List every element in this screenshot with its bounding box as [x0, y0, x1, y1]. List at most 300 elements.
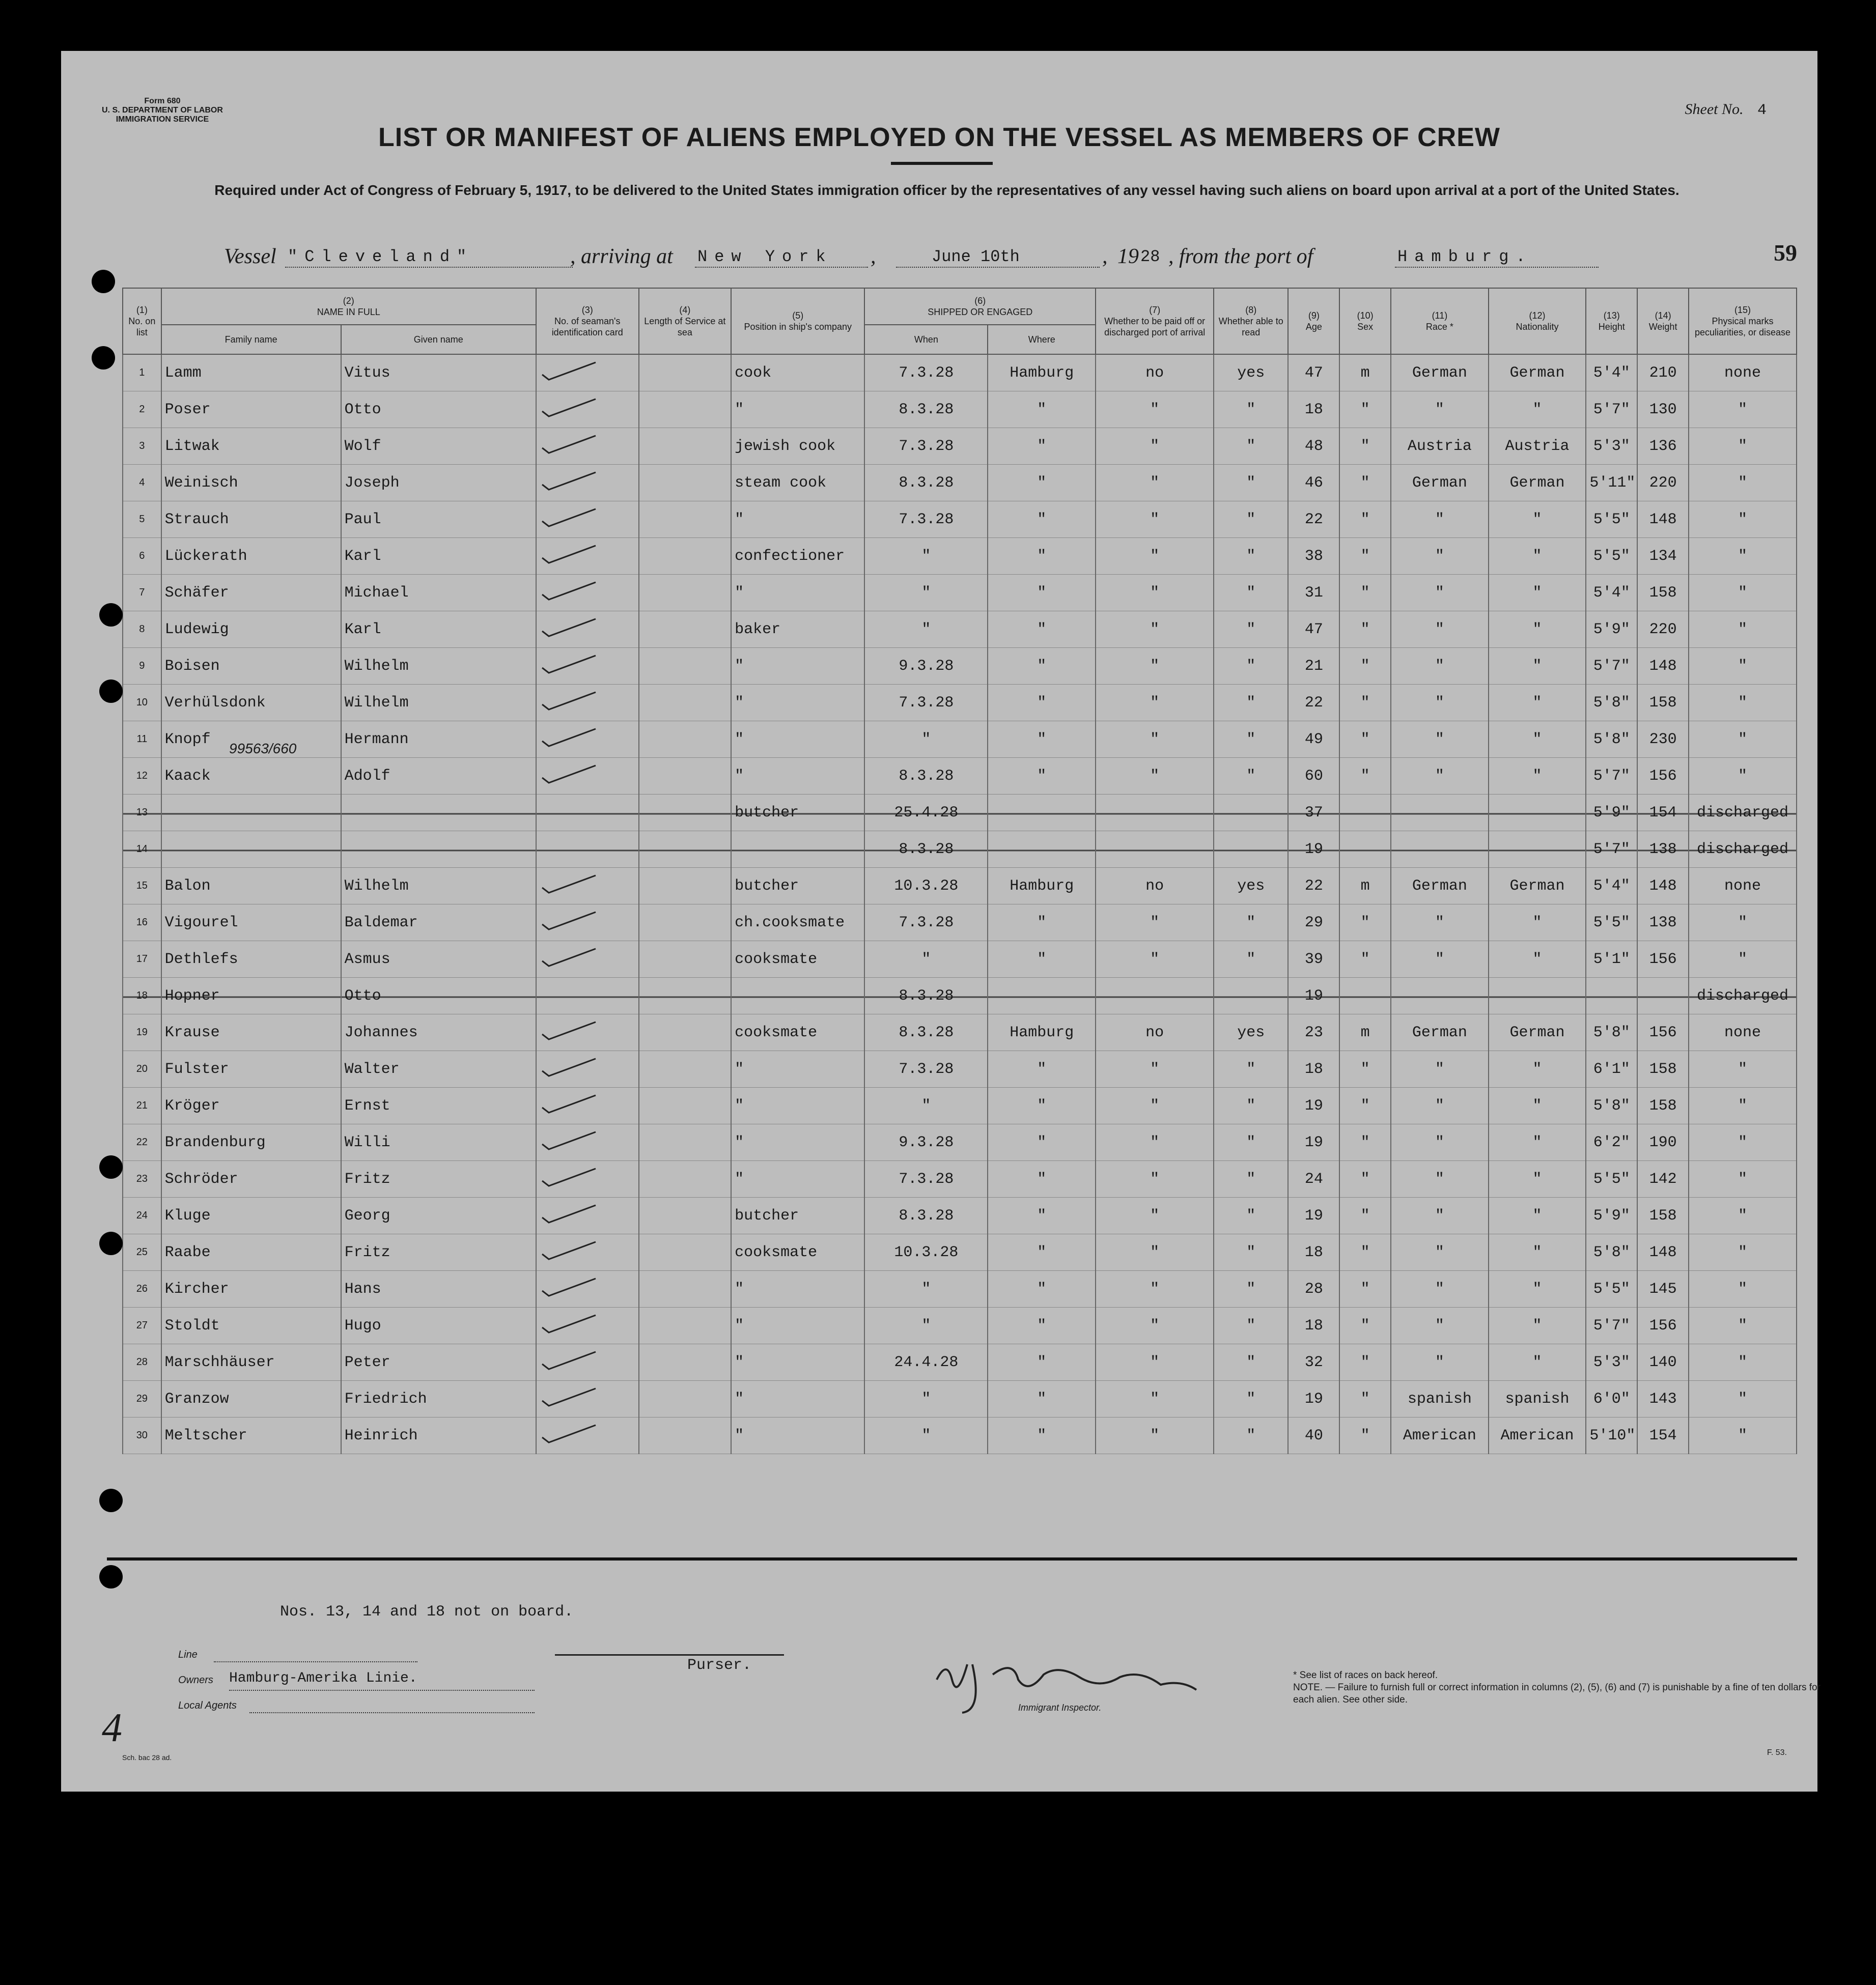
- cell-given: Joseph: [341, 465, 536, 501]
- cell-age: 18: [1288, 1234, 1339, 1271]
- cell-age: 19: [1288, 978, 1339, 1014]
- table-row: [123, 758, 1797, 795]
- cell-nationality: ": [1489, 941, 1586, 978]
- cell-position: ": [731, 1161, 864, 1198]
- cell-marks: ": [1689, 1088, 1797, 1124]
- cell-nationality: ": [1489, 611, 1586, 648]
- cell-when: ": [864, 1417, 988, 1454]
- cell-service: [639, 868, 732, 904]
- cell-read: ": [1214, 1271, 1288, 1308]
- arriving-port: New York: [697, 247, 833, 266]
- cell-height: 5'4": [1586, 354, 1637, 391]
- form-number: Form 680: [144, 97, 181, 105]
- cell-service: [639, 1161, 732, 1198]
- cell-weight: 158: [1637, 1051, 1689, 1088]
- table-row: [123, 795, 1797, 831]
- arriving-label: , arriving at: [570, 245, 673, 268]
- cell-age: 37: [1288, 795, 1339, 831]
- cell-marks: ": [1689, 758, 1797, 795]
- cell-race: German: [1391, 465, 1489, 501]
- cell-when: ": [864, 1271, 988, 1308]
- cell-where: ": [988, 1271, 1096, 1308]
- cell-race: ": [1391, 1198, 1489, 1234]
- cell-race: ": [1391, 575, 1489, 611]
- cell-position: ": [731, 1381, 864, 1417]
- cell-where: ": [988, 465, 1096, 501]
- col-name-header: (2) NAME IN FULL: [161, 288, 536, 325]
- cell-position: ": [731, 391, 864, 428]
- cell-service: [639, 904, 732, 941]
- cell-paid: ": [1096, 721, 1214, 758]
- col-shipped-header: (6) SHIPPED OR ENGAGED: [864, 288, 1096, 325]
- cell-height: 5'5": [1586, 501, 1637, 538]
- col-idcard-header: (3) No. of seaman's identification card: [536, 288, 639, 354]
- cell-given: Paul: [341, 501, 536, 538]
- table-row: [123, 354, 1797, 391]
- cell-card: [536, 1271, 639, 1308]
- cell-where: [988, 978, 1096, 1014]
- cell-nationality: German: [1489, 868, 1586, 904]
- cell-card: [536, 758, 639, 795]
- arrival-year: 28: [1140, 247, 1160, 266]
- cell-family: Verhülsdonk: [161, 685, 341, 721]
- page-number: 59: [1774, 240, 1797, 266]
- cell-height: 5'3": [1586, 1344, 1637, 1381]
- table-row: [123, 721, 1797, 758]
- table-row: [123, 904, 1797, 941]
- cell-family: [161, 795, 341, 831]
- cell-read: yes: [1214, 1014, 1288, 1051]
- cell-no: 28: [123, 1344, 161, 1381]
- cell-card: [536, 501, 639, 538]
- cell-no: 23: [123, 1161, 161, 1198]
- cell-nationality: [1489, 795, 1586, 831]
- cell-read: ": [1214, 1344, 1288, 1381]
- owners-value: Hamburg-Amerika Linie.: [229, 1670, 417, 1686]
- cell-where: ": [988, 941, 1096, 978]
- cell-height: 5'4": [1586, 868, 1637, 904]
- cell-when: 7.3.28: [864, 354, 988, 391]
- fine-note: NOTE. — Failure to furnish full or correct information in columns (2), (5), (6) and (7) is punishable by a fine of ten dollars for each alien. See other side.: [1293, 1682, 1821, 1705]
- cell-service: [639, 1308, 732, 1344]
- cell-marks: ": [1689, 904, 1797, 941]
- cell-service: [639, 1271, 732, 1308]
- cell-nationality: spanish: [1489, 1381, 1586, 1417]
- cell-card: [536, 611, 639, 648]
- punch-hole: [99, 603, 123, 627]
- cell-where: ": [988, 648, 1096, 685]
- cell-marks: ": [1689, 1124, 1797, 1161]
- cell-age: 48: [1288, 428, 1339, 465]
- cell-position: ": [731, 758, 864, 795]
- cell-age: 18: [1288, 1308, 1339, 1344]
- cell-weight: 158: [1637, 575, 1689, 611]
- footer-note: [1293, 1669, 1823, 1706]
- cell-given: Georg: [341, 1198, 536, 1234]
- cell-sex: ": [1339, 1198, 1391, 1234]
- cell-when: 7.3.28: [864, 428, 988, 465]
- cell-when: ": [864, 1088, 988, 1124]
- cell-position: jewish cook: [731, 428, 864, 465]
- cell-where: ": [988, 1051, 1096, 1088]
- cell-nationality: ": [1489, 904, 1586, 941]
- cell-age: 28: [1288, 1271, 1339, 1308]
- cell-nationality: ": [1489, 391, 1586, 428]
- cell-no: 15: [123, 868, 161, 904]
- cell-height: 5'7": [1586, 391, 1637, 428]
- cell-age: 23: [1288, 1014, 1339, 1051]
- cell-service: [639, 428, 732, 465]
- cell-nationality: German: [1489, 354, 1586, 391]
- arrival-date: June 10th: [932, 247, 1020, 266]
- cell-read: ": [1214, 1161, 1288, 1198]
- cell-height: 5'9": [1586, 795, 1637, 831]
- cell-where: ": [988, 1308, 1096, 1344]
- cell-height: 5'5": [1586, 1161, 1637, 1198]
- col-where-header: Where: [988, 325, 1096, 354]
- cell-weight: 145: [1637, 1271, 1689, 1308]
- cell-no: 6: [123, 538, 161, 575]
- cell-family: Kircher: [161, 1271, 341, 1308]
- cell-given: Adolf: [341, 758, 536, 795]
- cell-height: 5'7": [1586, 831, 1637, 868]
- cell-race: ": [1391, 538, 1489, 575]
- cell-service: [639, 1051, 732, 1088]
- cell-age: 22: [1288, 501, 1339, 538]
- cell-card: [536, 391, 639, 428]
- cell-paid: [1096, 831, 1214, 868]
- cell-card: [536, 1198, 639, 1234]
- cell-no: 16: [123, 904, 161, 941]
- cell-no: 1: [123, 354, 161, 391]
- cell-sex: ": [1339, 1124, 1391, 1161]
- table-row: [123, 575, 1797, 611]
- cell-age: 47: [1288, 354, 1339, 391]
- cell-nationality: American: [1489, 1417, 1586, 1454]
- cell-weight: 220: [1637, 611, 1689, 648]
- cell-read: ": [1214, 538, 1288, 575]
- cell-marks: ": [1689, 941, 1797, 978]
- cell-weight: [1637, 978, 1689, 1014]
- cell-card: [536, 1234, 639, 1271]
- cell-family: Raabe: [161, 1234, 341, 1271]
- cell-sex: ": [1339, 465, 1391, 501]
- cell-nationality: ": [1489, 1124, 1586, 1161]
- cell-paid: ": [1096, 538, 1214, 575]
- cell-paid: ": [1096, 1381, 1214, 1417]
- cell-given: Hermann: [341, 721, 536, 758]
- cell-nationality: ": [1489, 1198, 1586, 1234]
- cell-no: 27: [123, 1308, 161, 1344]
- cell-marks: ": [1689, 1308, 1797, 1344]
- cell-marks: ": [1689, 1198, 1797, 1234]
- cell-where: ": [988, 1088, 1096, 1124]
- cell-marks: discharged: [1689, 831, 1797, 868]
- cell-paid: no: [1096, 354, 1214, 391]
- cell-race: ": [1391, 1161, 1489, 1198]
- cell-family: Kluge: [161, 1198, 341, 1234]
- cell-where: ": [988, 685, 1096, 721]
- cell-position: ": [731, 501, 864, 538]
- cell-height: 5'1": [1586, 941, 1637, 978]
- cell-given: Peter: [341, 1344, 536, 1381]
- cell-nationality: German: [1489, 1014, 1586, 1051]
- cell-when: 7.3.28: [864, 685, 988, 721]
- cell-read: ": [1214, 501, 1288, 538]
- cell-nationality: ": [1489, 538, 1586, 575]
- cell-service: [639, 758, 732, 795]
- cell-read: ": [1214, 648, 1288, 685]
- cell-age: 31: [1288, 575, 1339, 611]
- handwritten-sheet-number: 4: [102, 1706, 122, 1750]
- cell-height: 5'5": [1586, 1271, 1637, 1308]
- cell-nationality: ": [1489, 575, 1586, 611]
- cell-sex: ": [1339, 501, 1391, 538]
- cell-card: [536, 1417, 639, 1454]
- year-prefix: 19: [1117, 245, 1139, 268]
- cell-marks: ": [1689, 1271, 1797, 1308]
- cell-race: spanish: [1391, 1381, 1489, 1417]
- not-on-board-note: Nos. 13, 14 and 18 not on board.: [280, 1603, 574, 1621]
- cell-paid: ": [1096, 465, 1214, 501]
- table-row: [123, 1417, 1797, 1454]
- punch-hole: [99, 1232, 123, 1255]
- cell-paid: ": [1096, 575, 1214, 611]
- cell-when: 9.3.28: [864, 648, 988, 685]
- cell-service: [639, 611, 732, 648]
- cell-service: [639, 391, 732, 428]
- cell-height: 6'2": [1586, 1124, 1637, 1161]
- table-row: [123, 831, 1797, 868]
- cell-card: [536, 538, 639, 575]
- purser-signature-line: [555, 1654, 784, 1656]
- cell-age: 19: [1288, 1088, 1339, 1124]
- cell-card: [536, 575, 639, 611]
- cell-sex: m: [1339, 1014, 1391, 1051]
- cell-when: 8.3.28: [864, 978, 988, 1014]
- punch-hole: [99, 1565, 123, 1589]
- cell-service: [639, 648, 732, 685]
- cell-paid: ": [1096, 1308, 1214, 1344]
- col-family-header: Family name: [161, 325, 341, 354]
- cell-sex: ": [1339, 1417, 1391, 1454]
- cell-sex: ": [1339, 391, 1391, 428]
- col-position-header: (5) Position in ship's company: [731, 288, 864, 354]
- cell-nationality: ": [1489, 685, 1586, 721]
- cell-card: [536, 1308, 639, 1344]
- departure-port: Hamburg.: [1397, 247, 1533, 266]
- cell-where: ": [988, 538, 1096, 575]
- cell-paid: ": [1096, 1088, 1214, 1124]
- cell-age: 22: [1288, 868, 1339, 904]
- cell-age: 47: [1288, 611, 1339, 648]
- cell-where: ": [988, 1198, 1096, 1234]
- cell-height: 5'4": [1586, 575, 1637, 611]
- cell-height: 5'3": [1586, 428, 1637, 465]
- cell-family: Stoldt: [161, 1308, 341, 1344]
- sheet-no-value: 4: [1757, 102, 1767, 119]
- cell-paid: ": [1096, 904, 1214, 941]
- cell-paid: ": [1096, 1124, 1214, 1161]
- cell-height: 5'9": [1586, 1198, 1637, 1234]
- cell-family: Vigourel: [161, 904, 341, 941]
- cell-sex: ": [1339, 1161, 1391, 1198]
- cell-read: ": [1214, 1417, 1288, 1454]
- sheet-number: [1685, 101, 1767, 119]
- cell-read: ": [1214, 1051, 1288, 1088]
- cell-sex: ": [1339, 1344, 1391, 1381]
- cell-weight: 156: [1637, 941, 1689, 978]
- cell-service: [639, 354, 732, 391]
- cell-nationality: German: [1489, 465, 1586, 501]
- cell-position: baker: [731, 611, 864, 648]
- cell-no: 21: [123, 1088, 161, 1124]
- cell-marks: none: [1689, 354, 1797, 391]
- cell-sex: ": [1339, 428, 1391, 465]
- cell-where: ": [988, 1417, 1096, 1454]
- cell-read: [1214, 978, 1288, 1014]
- cell-race: American: [1391, 1417, 1489, 1454]
- col-age-header: (9) Age: [1288, 288, 1339, 354]
- cell-no: 26: [123, 1271, 161, 1308]
- cell-family: Strauch: [161, 501, 341, 538]
- cell-given: Wolf: [341, 428, 536, 465]
- col-height-header: (13) Height: [1586, 288, 1637, 354]
- cell-where: ": [988, 1234, 1096, 1271]
- page-title: LIST OR MANIFEST OF ALIENS EMPLOYED ON THE VESSEL AS MEMBERS OF CREW: [378, 123, 1500, 152]
- cell-family: Meltscher: [161, 1417, 341, 1454]
- cell-read: ": [1214, 904, 1288, 941]
- cell-race: ": [1391, 1124, 1489, 1161]
- cell-nationality: ": [1489, 1271, 1586, 1308]
- cell-read: ": [1214, 941, 1288, 978]
- cell-weight: 140: [1637, 1344, 1689, 1381]
- inspector-label: Immigrant Inspector.: [1018, 1703, 1102, 1713]
- cell-weight: 210: [1637, 354, 1689, 391]
- cell-service: [639, 1088, 732, 1124]
- cell-position: ": [731, 575, 864, 611]
- cell-family: [161, 831, 341, 868]
- col-given-header: Given name: [341, 325, 536, 354]
- cell-paid: ": [1096, 648, 1214, 685]
- cell-age: 18: [1288, 391, 1339, 428]
- cell-family: Hopner: [161, 978, 341, 1014]
- cell-card: [536, 428, 639, 465]
- cell-marks: discharged: [1689, 978, 1797, 1014]
- crew-table: [122, 288, 1797, 1454]
- department-name: U. S. DEPARTMENT OF LABOR: [102, 106, 223, 115]
- cell-no: 13: [123, 795, 161, 831]
- cell-when: 8.3.28: [864, 1014, 988, 1051]
- cell-where: ": [988, 428, 1096, 465]
- cell-given: Fritz: [341, 1234, 536, 1271]
- cell-sex: ": [1339, 1051, 1391, 1088]
- cell-age: 60: [1288, 758, 1339, 795]
- punch-hole: [99, 1155, 123, 1179]
- cell-sex: m: [1339, 868, 1391, 904]
- cell-when: 8.3.28: [864, 391, 988, 428]
- cell-sex: ": [1339, 685, 1391, 721]
- cell-nationality: ": [1489, 1344, 1586, 1381]
- service-name: IMMIGRATION SERVICE: [116, 115, 209, 124]
- col-no-header: (1) No. on list: [123, 288, 161, 354]
- cell-age: 29: [1288, 904, 1339, 941]
- cell-marks: ": [1689, 1344, 1797, 1381]
- cell-race: [1391, 795, 1489, 831]
- cell-where: ": [988, 721, 1096, 758]
- cell-card: [536, 1124, 639, 1161]
- cell-when: ": [864, 538, 988, 575]
- cell-marks: ": [1689, 575, 1797, 611]
- cell-family: Weinisch: [161, 465, 341, 501]
- cell-service: [639, 721, 732, 758]
- cell-card: [536, 978, 639, 1014]
- cell-race: [1391, 978, 1489, 1014]
- table-row: [123, 1161, 1797, 1198]
- cell-weight: 156: [1637, 1308, 1689, 1344]
- cell-card: [536, 1014, 639, 1051]
- cell-card: [536, 1051, 639, 1088]
- cell-read: ": [1214, 1124, 1288, 1161]
- cell-where: ": [988, 1124, 1096, 1161]
- form-code: F. 53.: [1767, 1748, 1787, 1757]
- table-row: [123, 428, 1797, 465]
- cell-height: 5'8": [1586, 721, 1637, 758]
- cell-no: 14: [123, 831, 161, 868]
- cell-given: Baldemar: [341, 904, 536, 941]
- cell-race: ": [1391, 721, 1489, 758]
- punch-hole: [92, 270, 115, 293]
- cell-no: 19: [123, 1014, 161, 1051]
- cell-read: ": [1214, 465, 1288, 501]
- cell-age: 19: [1288, 831, 1339, 868]
- cell-marks: ": [1689, 685, 1797, 721]
- cell-when: 7.3.28: [864, 1161, 988, 1198]
- cell-family: Dethlefs: [161, 941, 341, 978]
- cell-nationality: ": [1489, 648, 1586, 685]
- cell-age: 38: [1288, 538, 1339, 575]
- cell-given: Asmus: [341, 941, 536, 978]
- cell-weight: 220: [1637, 465, 1689, 501]
- cell-age: 19: [1288, 1124, 1339, 1161]
- cell-height: 5'7": [1586, 648, 1637, 685]
- cell-paid: no: [1096, 868, 1214, 904]
- cell-position: butcher: [731, 868, 864, 904]
- cell-position: ": [731, 648, 864, 685]
- cell-marks: ": [1689, 501, 1797, 538]
- cell-given: Heinrich: [341, 1417, 536, 1454]
- cell-family: Lamm: [161, 354, 341, 391]
- cell-weight: 154: [1637, 795, 1689, 831]
- cell-given: Michael: [341, 575, 536, 611]
- cell-where: ": [988, 904, 1096, 941]
- cell-family: Knopf: [161, 721, 341, 758]
- cell-family: Ludewig: [161, 611, 341, 648]
- cell-service: [639, 575, 732, 611]
- cell-sex: ": [1339, 758, 1391, 795]
- cell-service: [639, 795, 732, 831]
- cell-service: [639, 1381, 732, 1417]
- cell-height: 5'7": [1586, 758, 1637, 795]
- cell-weight: 148: [1637, 501, 1689, 538]
- cell-weight: 230: [1637, 721, 1689, 758]
- cell-position: confectioner: [731, 538, 864, 575]
- cell-when: ": [864, 941, 988, 978]
- cell-no: 8: [123, 611, 161, 648]
- cell-sex: [1339, 978, 1391, 1014]
- purser-label: Purser.: [687, 1657, 752, 1674]
- cell-marks: ": [1689, 428, 1797, 465]
